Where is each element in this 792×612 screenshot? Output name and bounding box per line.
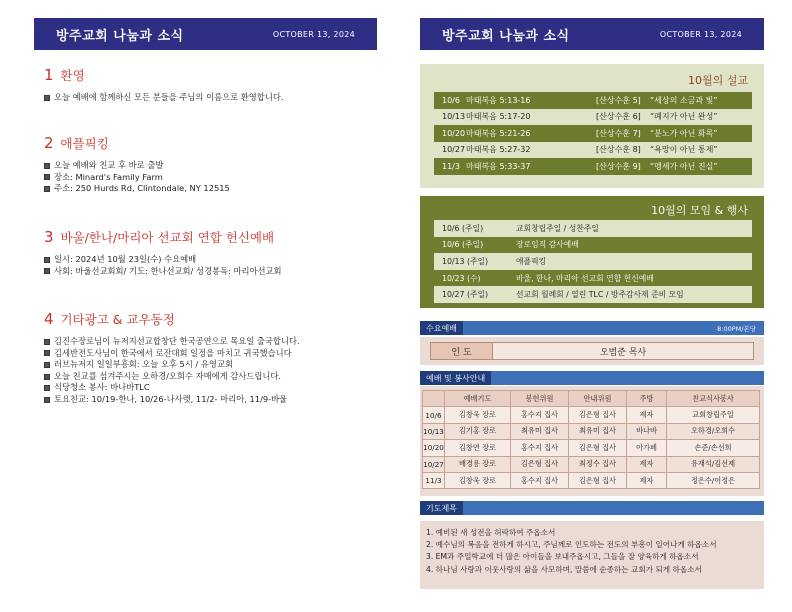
section-announcements [44,310,374,406]
list-item: 1. 예비된 새 성전을 허락하여 주옵소서 [426,528,556,537]
section-title: 3 바울/한나/마리아 선교회 연합 헌신예배 [44,228,275,246]
page-date: OCTOBER 13, 2024 [272,29,355,39]
table-row: 10/6 마태복음 5:13-16 [산상수훈 5] “세상의 소금과 빛” [434,92,752,109]
service-box [420,386,764,496]
section-title: 4 기타광고 & 교우동정 [44,310,175,328]
list-item: 김진수장로님이 뉴저지선교합창단 한국공연으로 목요일 출국합니다. [44,336,374,348]
wednesday-bar [420,321,764,335]
list-item: 김세반전도사님이 한국에서 로잔대회 일정을 마치고 귀국했습니다 [44,348,374,360]
page-title: 방주교회 나눔과 소식 [442,28,570,44]
list-item: 오늘 예배에 함께하신 모든 분들을 주님의 이름으로 환영합니다. [44,92,374,104]
bullet-square-icon [44,186,50,192]
list-item: 식당청소 봉사: 바나바TLC [44,382,374,394]
event-heading: 10월의 모임 & 행사 [651,204,748,217]
table-row: 10/27 배경용 장로 김은형 집사 최정수 집사 제자 유재석/김선제 [423,456,760,472]
bullet-square-icon [44,257,50,263]
bullet-square-icon [44,385,50,391]
section-welcome [44,66,374,104]
list-item: 일시: 2024년 10월 23일(수) 수요예배 [44,254,374,266]
sermon-schedule [420,64,764,188]
page-date: OCTOBER 13, 2024 [659,29,742,39]
section-apple-picking [44,134,374,195]
table-row: 10/27 마태복음 5:27-32 [산상수훈 8] “욕망이 아닌 통제” [434,142,752,159]
sermon-heading: 10월의 설교 [688,74,748,87]
bullet-square-icon [44,95,50,101]
table-row: 10/23 (수) 바울, 한나, 마리아 선교회 연합 헌신예배 [434,270,752,287]
wednesday-label: 수요예배 [420,321,463,335]
table-row: 10/6 (주일) 교회창립주일 / 성찬주일 [434,220,752,237]
bullet-list [44,92,374,104]
bullet-square-icon [44,268,50,274]
table-row: 10/20 김창연 장로 홍수지 집사 김은형 집사 아가페 손준/손선희 [423,440,760,456]
event-table [434,220,752,303]
bullet-list [44,160,374,195]
table-row: 10/13 (주일) 애플픽킹 [434,253,752,270]
service-label: 예배 및 봉사안내 [420,371,491,385]
table-row: 11/3 마태복음 5:33-37 [산상수훈 9] “맹세가 아닌 진실” [434,158,752,175]
leader-box [420,337,764,365]
service-table [422,390,760,489]
table-header-row: 예배기도 봉헌위원 안내위원 주방 친교식사봉사 [423,391,760,407]
list-item: 러브뉴저지 일일부흥회: 오늘 오후 5시 / 유영교회 [44,359,374,371]
wednesday-time: 8:00PM/본당 [717,324,756,333]
table-row: 10/13 김기홍 장로 최유미 집사 최유미 집사 바나바 오하경/오희수 [423,423,760,439]
list-item: 4. 하나님 사랑과 이웃사랑의 삶을 사모하며, 말씀에 순종하는 교회가 되게 하옵소서 [426,564,702,574]
bullet-square-icon [44,362,50,368]
section-title: 2 애플픽킹 [44,134,109,152]
prayer-list [426,527,758,576]
table-row: 11/3 김창욱 장로 홍수지 집사 김은형 집사 제자 정은수/이정은 [423,472,760,488]
list-item: 토요친교: 10/19-한나, 10/26-나사렛, 11/2- 마리아, 11/9-바울 [44,394,374,406]
prayer-bar [420,501,764,515]
table-row: 10/13 마태복음 5:17-20 [산상수훈 6] “폐지가 아닌 완성” [434,109,752,126]
list-item: 주소: 250 Hurds Rd, Clintondale, NY 12515 [44,183,374,195]
section-title: 1 환영 [44,66,85,84]
bullet-square-icon [44,397,50,403]
event-schedule [420,196,764,308]
service-bar [420,371,764,385]
list-item: 2. 예수님의 복음을 전하게 하시고, 주님께로 인도하는 전도의 부흥이 일어나게 하옵소서 [426,540,717,550]
bullet-square-icon [44,163,50,169]
bullet-list [44,254,374,277]
prayer-box [420,521,764,589]
bullet-square-icon [44,339,50,345]
list-item: 오늘 예배와 친교 후 바로 출발 [44,160,374,172]
page-header [34,18,377,50]
leader-label: 인 도 [431,343,493,359]
table-row: 10/27 (주일) 선교회 월례회 / 열린 TLC / 방주감사제 준비 모임 [434,286,752,303]
bullet-square-icon [44,374,50,380]
bullet-list [44,336,374,406]
table-row: 10/6 김창욱 장로 홍수지 집사 김은형 집사 제자 교회창립주일 [423,407,760,423]
list-item: 장소: Minard's Family Farm [44,172,374,184]
table-row: 10/6 (주일) 장로임직 감사예배 [434,237,752,254]
right-page [396,0,792,612]
table-row: 10/20 마태복음 5:21-26 [산상수훈 7] “분노가 아닌 화목” [434,125,752,142]
list-item: 3. EM과 주일학교에 더 많은 아이들을 보내주옵시고, 그들을 잘 양육하게 하옵소서 [426,552,699,562]
list-item: 오늘 친교를 섬겨주시는 오하경/오희수 자매에게 감사드립니다. [44,371,374,383]
leader-value: 오범준 목사 [599,347,647,358]
prayer-label: 기도제목 [420,501,463,515]
page-header [420,18,764,50]
list-item: 사회: 바울선교회회/ 기도: 한나선교회/ 성경봉독: 마리아선교회 [44,266,374,278]
page-title: 방주교회 나눔과 소식 [56,28,184,44]
sermon-table [434,92,752,175]
bullet-square-icon [44,350,50,356]
bullet-square-icon [44,174,50,180]
leader-row [430,342,754,360]
section-mission-worship [44,228,374,277]
